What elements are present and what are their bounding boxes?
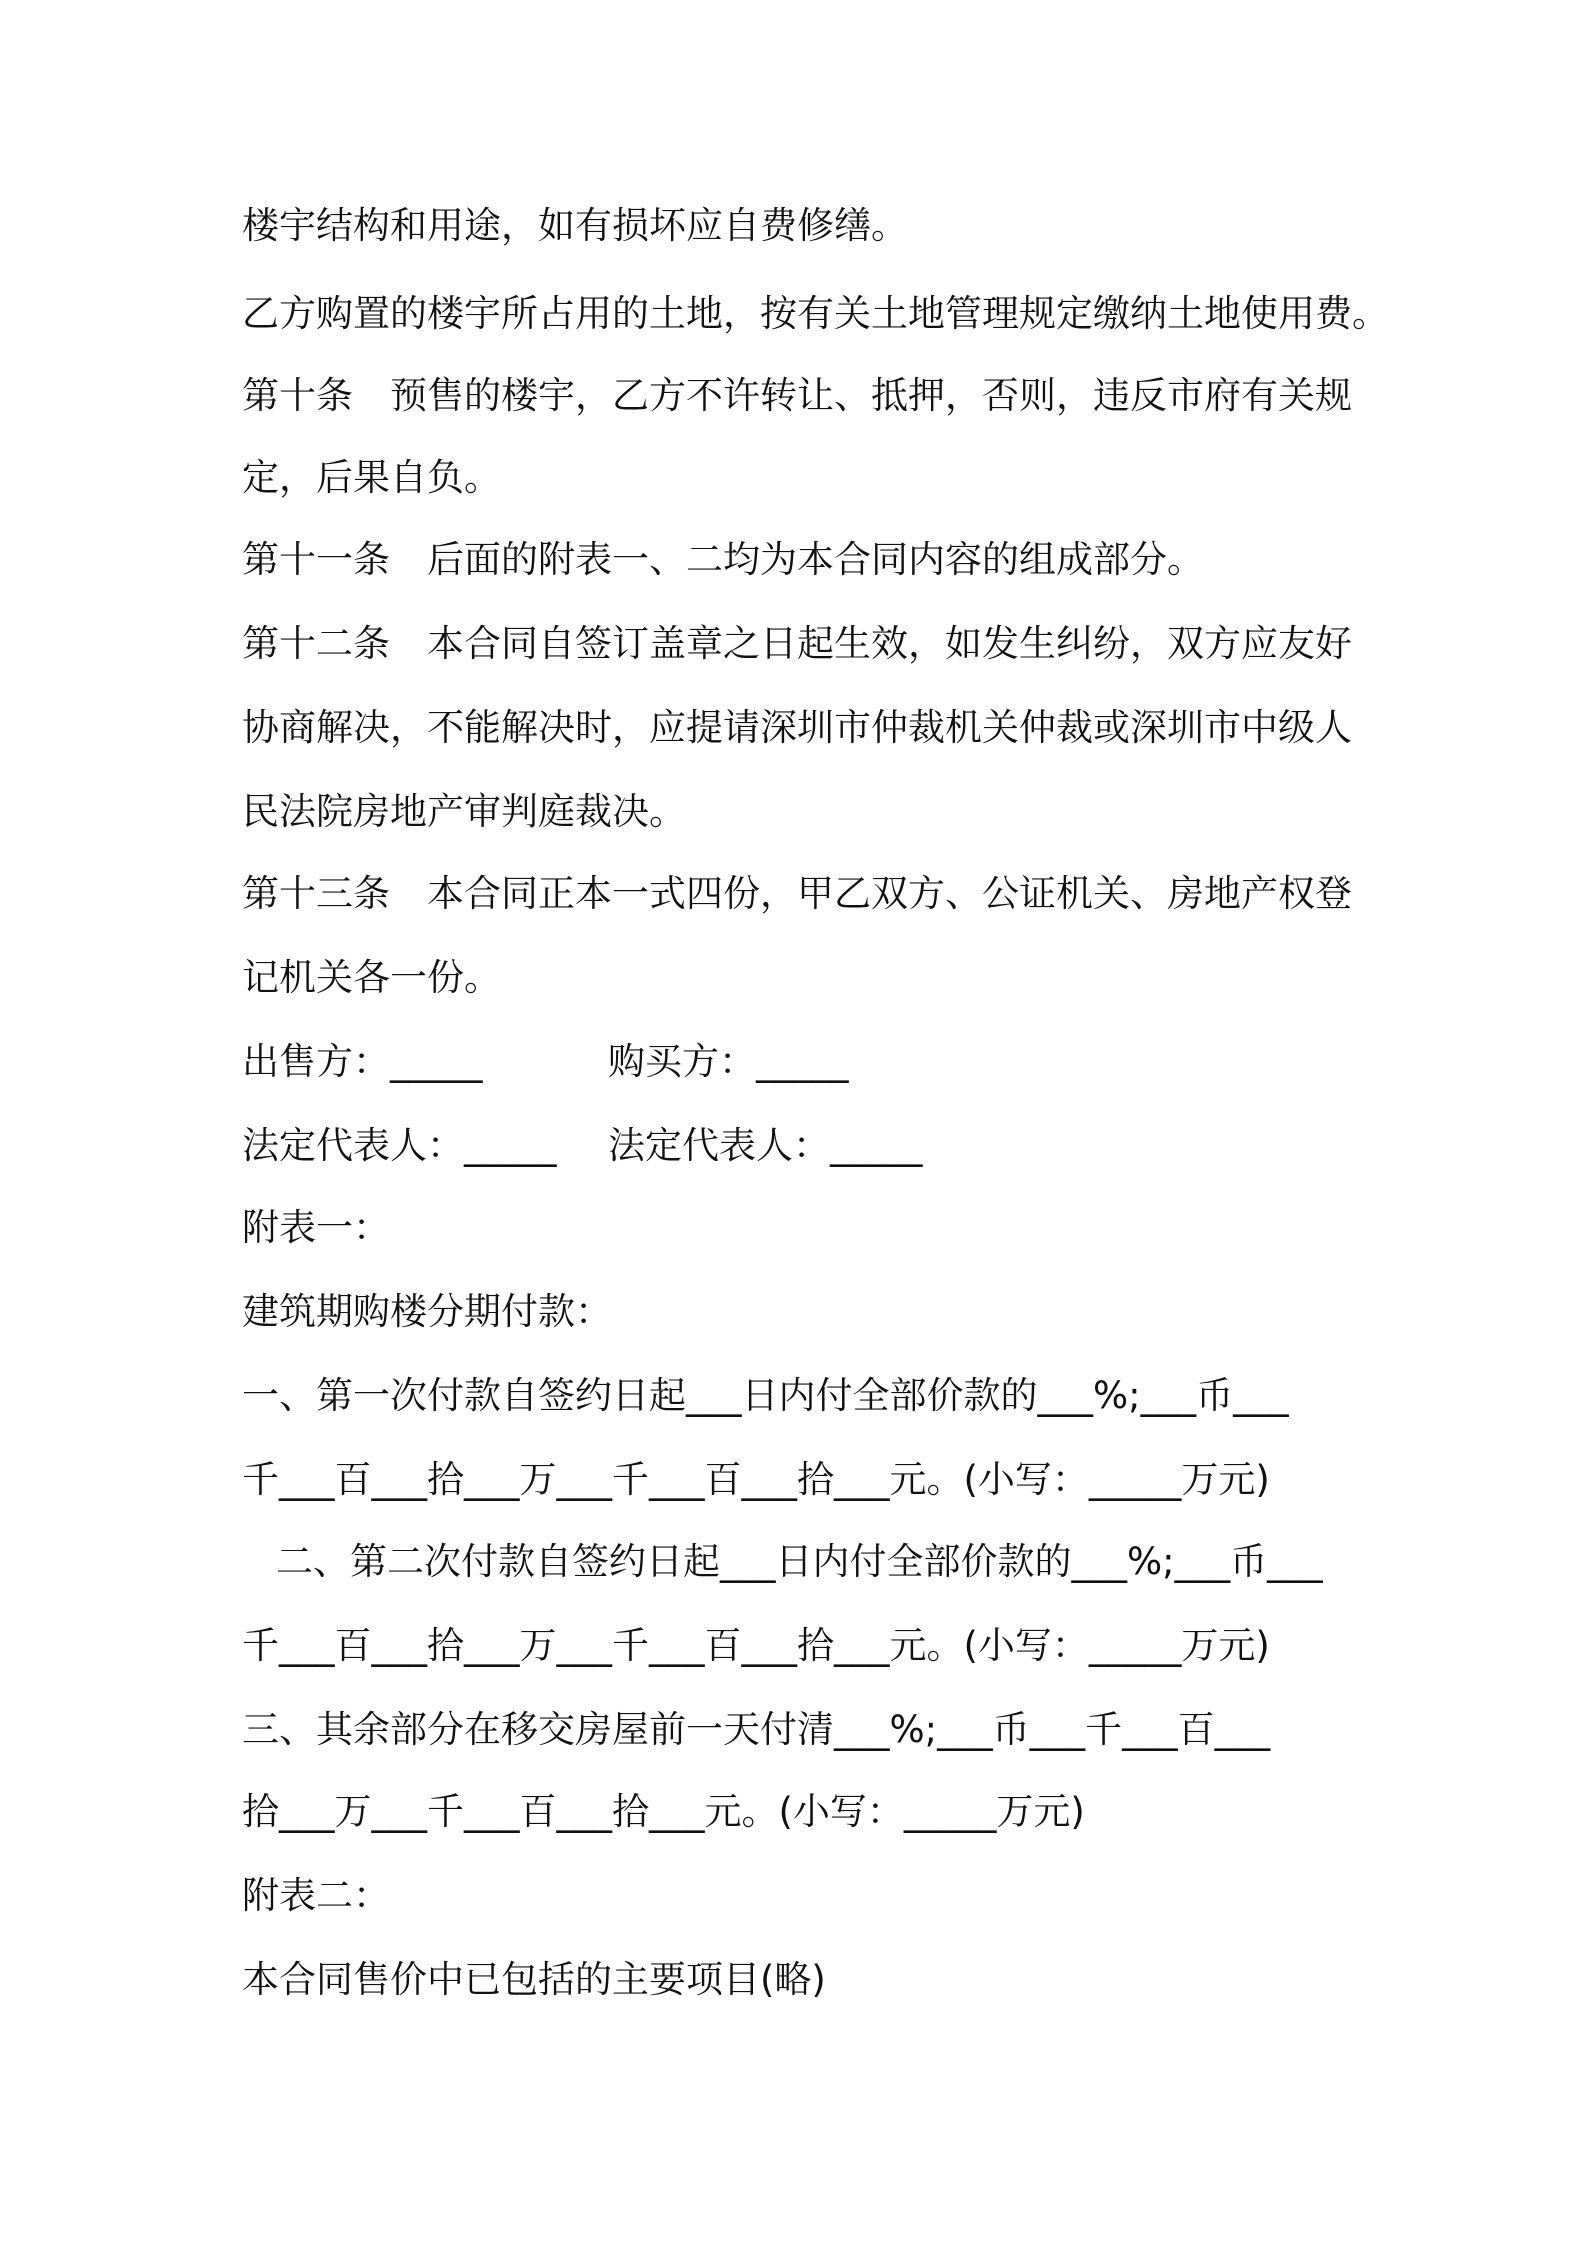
text-line-1: 楼宇结构和用途，如有损坏应自费修缮。 — [242, 204, 908, 247]
article-12-line-2: 协商解决，不能解决时，应提请深圳市仲裁机关仲裁或深圳市中级人 — [242, 706, 1352, 749]
payment-1-line-1: 一、第一次付款自签约日起___日内付全部价款的___%;___币___ — [242, 1374, 1289, 1417]
payment-2-line-1: 二、第二次付款自签约日起___日内付全部价款的___%;___币___ — [276, 1540, 1323, 1583]
article-13-line-1: 第十三条 本合同正本一式四份，甲乙双方、公证机关、房地产权登 — [242, 872, 1352, 915]
appendix-1-title: 附表一： — [242, 1206, 390, 1249]
article-11: 第十一条 后面的附表一、二均为本合同内容的组成部分。 — [242, 538, 1204, 581]
buyer-representative: 法定代表人：_____ — [608, 1124, 923, 1167]
article-10-line-1: 第十条 预售的楼宇，乙方不许转让、抵押，否则，违反市府有关规 — [242, 374, 1352, 417]
appendix-2-title: 附表二： — [242, 1874, 390, 1917]
payment-2-line-2: 千___百___拾___万___千___百___拾___元。(小写：_____万元) — [242, 1624, 1270, 1667]
payment-3-line-2: 拾___万___千___百___拾___元。(小写：_____万元) — [242, 1790, 1085, 1833]
text-line-2: 乙方购置的楼宇所占用的土地，按有关土地管理规定缴纳土地使用费。 — [242, 292, 1389, 335]
payment-1-line-2: 千___百___拾___万___千___百___拾___元。(小写：_____万元) — [242, 1458, 1270, 1501]
seller-representative: 法定代表人：_____ — [242, 1124, 557, 1167]
payment-3-line-1: 三、其余部分在移交房屋前一天付清___%;___币___千___百___ — [242, 1708, 1271, 1751]
appendix-2-content: 本合同售价中已包括的主要项目(略) — [242, 1958, 826, 2001]
article-12-line-3: 民法院房地产审判庭裁决。 — [242, 790, 686, 833]
appendix-1-subtitle: 建筑期购楼分期付款： — [242, 1290, 612, 1333]
article-12-line-1: 第十二条 本合同自签订盖章之日起生效，如发生纠纷，双方应友好 — [242, 622, 1352, 665]
article-13-line-2: 记机关各一份。 — [242, 956, 501, 999]
buyer-signature: 购买方：_____ — [608, 1040, 849, 1083]
seller-signature: 出售方：_____ — [242, 1040, 483, 1083]
article-10-line-2: 定，后果自负。 — [242, 456, 501, 499]
